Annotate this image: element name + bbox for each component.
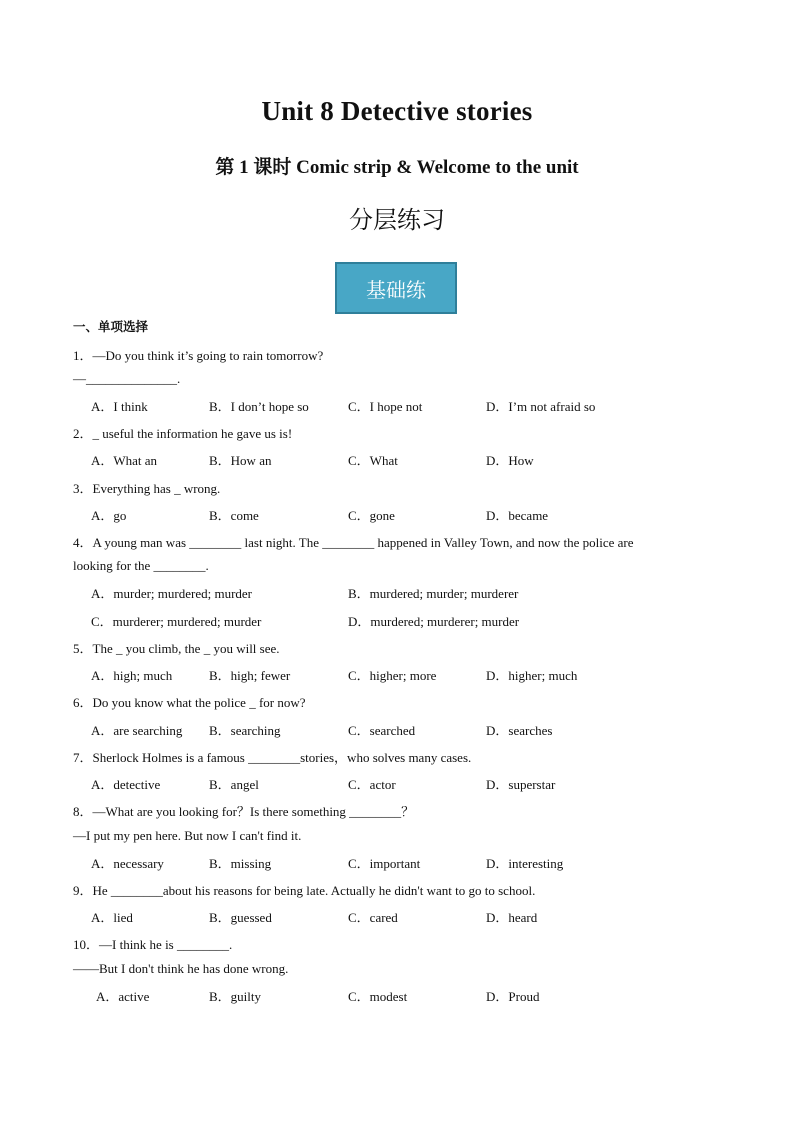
question-10-option-b: B．guilty: [209, 989, 262, 1004]
question-2-option-a: A．What an: [91, 453, 158, 468]
question-2-option-b: B．How an: [209, 453, 272, 468]
question-5-option-d: D．higher; much: [486, 668, 578, 683]
question-1-option-a: A．I think: [91, 399, 148, 414]
question-3-option-d: D．became: [486, 508, 549, 523]
question-4-stem-cont: looking for the ________.: [73, 558, 209, 573]
question-5-option-c: C．higher; more: [348, 668, 437, 683]
question-1-stem: 1．—Do you think it’s going to rain tomorrow?: [73, 348, 324, 363]
lesson-subtitle: 第 1 课时 Comic strip & Welcome to the unit: [215, 157, 579, 178]
question-8-option-a: A．necessary: [91, 856, 164, 871]
question-2-stem: 2．_ useful the information he gave us is!: [73, 426, 293, 441]
question-4-option-c: C．murderer; murdered; murder: [91, 614, 262, 629]
layer-heading: 分层练习: [349, 206, 445, 234]
question-8-option-c: C．important: [348, 856, 421, 871]
question-4-option-d: D．murdered; murderer; murder: [348, 614, 520, 629]
question-9-option-b: B．guessed: [209, 910, 272, 925]
unit-title: Unit 8 Detective stories: [261, 96, 533, 126]
question-10-stem: 10．—I think he is ________.: [73, 937, 233, 952]
question-3-option-c: C．gone: [348, 508, 395, 523]
question-6-option-d: D．searches: [486, 723, 553, 738]
question-9-option-a: A．lied: [91, 910, 133, 925]
question-6-option-c: C．searched: [348, 723, 416, 738]
question-2-option-d: D．How: [486, 453, 534, 468]
question-3-stem: 3．Everything has _ wrong.: [73, 481, 221, 496]
question-5-stem: 5．The _ you climb, the _ you will see.: [73, 641, 280, 656]
question-8-response: —I put my pen here. But now I can't find it.: [73, 828, 302, 843]
question-8-option-d: D．interesting: [486, 856, 564, 871]
question-10-option-c: C．modest: [348, 989, 408, 1004]
question-7-stem: 7．Sherlock Holmes is a famous ________stories，who solves many cases.: [73, 750, 472, 765]
question-4-stem: 4．A young man was ________ last night. The ________ happened in Valley Town, and now the police are: [73, 535, 634, 550]
question-7-option-a: A．detective: [91, 777, 161, 792]
question-1-option-d: D．I’m not afraid so: [486, 399, 596, 414]
question-5-option-a: A．high; much: [91, 668, 173, 683]
question-6-option-a: A．are searching: [91, 723, 183, 738]
question-6-stem: 6．Do you know what the police _ for now?: [73, 695, 306, 710]
question-7-option-b: B．angel: [209, 777, 259, 792]
question-5-option-b: B．high; fewer: [209, 668, 291, 683]
question-6-option-b: B．searching: [209, 723, 281, 738]
question-8-option-b: B．missing: [209, 856, 272, 871]
question-9-option-d: D．heard: [486, 910, 538, 925]
section-title: 一、单项选择: [73, 319, 149, 334]
question-10-response: ——But I don't think he has done wrong.: [73, 961, 289, 976]
question-3-option-a: A．go: [91, 508, 127, 523]
level-badge: 基础练: [335, 262, 457, 314]
question-8-stem: 8．—What are you looking for？Is there something ________？: [73, 804, 415, 819]
question-10-option-a: A．active: [96, 989, 150, 1004]
question-1-response: —______________.: [73, 371, 181, 386]
question-7-option-d: D．superstar: [486, 777, 556, 792]
question-4-option-a: A．murder; murdered; murder: [91, 586, 253, 601]
question-4-option-b: B．murdered; murder; murderer: [348, 586, 519, 601]
question-1-option-b: B．I don’t hope so: [209, 399, 309, 414]
question-9-stem: 9．He ________about his reasons for being late. Actually he didn't want to go to school.: [73, 883, 536, 898]
question-10-option-d: D．Proud: [486, 989, 540, 1004]
question-3-option-b: B．come: [209, 508, 259, 523]
question-7-option-c: C．actor: [348, 777, 396, 792]
question-2-option-c: C．What: [348, 453, 398, 468]
question-1-option-c: C．I hope not: [348, 399, 423, 414]
question-9-option-c: C．cared: [348, 910, 398, 925]
